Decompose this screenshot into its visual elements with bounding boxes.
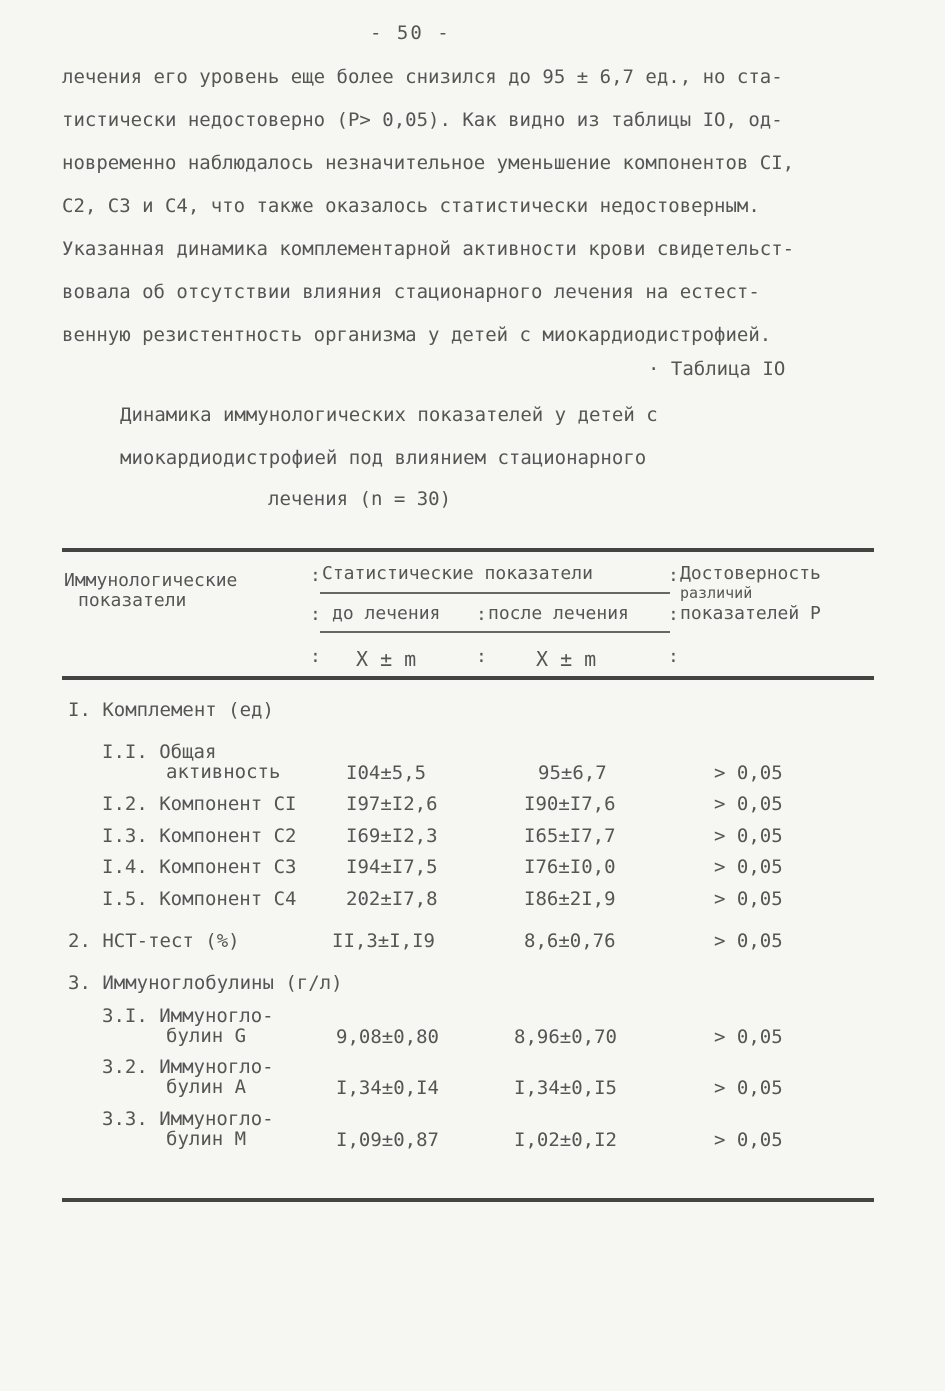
row-label: I.I. Общая [102,741,217,763]
value-before: I04±5,5 [346,762,427,784]
value-after: I,34±0,I5 [514,1077,617,1099]
header-before: до лечения [332,603,441,624]
header-indicators: показатели [78,590,187,611]
table-label: · Таблица IO [648,358,786,380]
header-statistics: Статистические показатели [322,563,593,584]
paragraph-line: лечения его уровень еще более снизился до 95 ± 6,7 ед., но ста- [62,66,783,88]
value-p: > 0,05 [714,1026,783,1048]
value-after: I,02±0,I2 [514,1129,617,1151]
column-separator: : [310,565,321,586]
value-after: I90±I7,6 [524,793,616,815]
header-significance: Достоверность [680,563,821,584]
column-separator: : [476,604,487,625]
paragraph-line: вовала об отсутствии влияния стационарного лечения на естест- [62,281,760,303]
column-separator: : [476,646,487,667]
header-significance: показателей P [680,603,821,624]
value-p: > 0,05 [714,793,783,815]
row-label: I.5. Компонент C4 [102,888,297,910]
row-label: 2. НСТ-тест (%) [68,930,240,952]
column-separator: : [668,565,679,586]
caption-line: лечения (n = 30) [268,488,452,510]
caption-line: Динамика иммунологических показателей у детей с [120,404,658,426]
row-label: I.4. Компонент C3 [102,856,297,878]
paragraph-line: тистически недостоверно (P> 0,05). Как видно из таблицы IO, од- [62,109,783,131]
row-label: булин G [166,1025,247,1047]
value-after: 95±6,7 [538,762,607,784]
value-before: I94±I7,5 [346,856,438,878]
value-p: > 0,05 [714,762,783,784]
column-separator: : [668,604,679,625]
row-label: булин A [166,1076,247,1098]
value-p: > 0,05 [714,1129,783,1151]
table-top-rule [62,548,874,552]
value-before: 202±I7,8 [346,888,438,910]
value-p: > 0,05 [714,856,783,878]
value-after: 8,96±0,70 [514,1026,617,1048]
value-before: I,09±0,87 [336,1129,439,1151]
header-bottom-rule [62,676,874,680]
header-divider [320,631,670,633]
row-label: активность [166,761,281,783]
value-p: > 0,05 [714,825,783,847]
row-label: 3. Иммуноглобулины (г/л) [68,972,343,994]
value-before: II,3±I,I9 [332,930,435,952]
value-after: I86±2I,9 [524,888,616,910]
row-label: 3.I. Иммуногло- [102,1005,274,1027]
caption-line: миокардиодистрофией под влиянием стационарного [120,447,647,469]
value-before: I97±I2,6 [346,793,438,815]
column-separator: : [668,646,679,667]
value-before: I,34±0,I4 [336,1077,439,1099]
value-p: > 0,05 [714,888,783,910]
page-number: - 50 - [370,22,451,44]
paragraph-line: венную резистентность организма у детей с миокардиодистрофией. [62,324,772,346]
value-p: > 0,05 [714,930,783,952]
column-separator: : [310,604,321,625]
header-after: после лечения [488,603,629,624]
row-label: булин M [166,1128,247,1150]
value-before: I69±I2,3 [346,825,438,847]
value-after: I65±I7,7 [524,825,616,847]
paragraph-line: C2, C3 и C4, что также оказалось статистически недостоверным. [62,195,760,217]
header-significance: различий [680,584,753,602]
row-label: 3.3. Иммуногло- [102,1108,274,1130]
value-after: I76±I0,0 [524,856,616,878]
value-p: > 0,05 [714,1077,783,1099]
header-after-sub: X ± m [536,647,597,671]
column-separator: : [310,646,321,667]
row-label: I.2. Компонент CI [102,793,297,815]
paragraph-line: новременно наблюдалось незначительное уменьшение компонентов CI, [62,152,795,174]
paragraph-line: Указанная динамика комплементарной активности крови свидетельст- [62,238,795,260]
table-bottom-rule [62,1198,874,1202]
header-before-sub: X ± m [356,647,417,671]
value-before: 9,08±0,80 [336,1026,439,1048]
value-after: 8,6±0,76 [524,930,616,952]
row-label: I.3. Компонент C2 [102,825,297,847]
header-divider [320,592,670,594]
row-label: 3.2. Иммуногло- [102,1056,274,1078]
row-label: I. Комплемент (ед) [68,699,274,721]
header-indicators: Иммунологические [64,570,238,591]
